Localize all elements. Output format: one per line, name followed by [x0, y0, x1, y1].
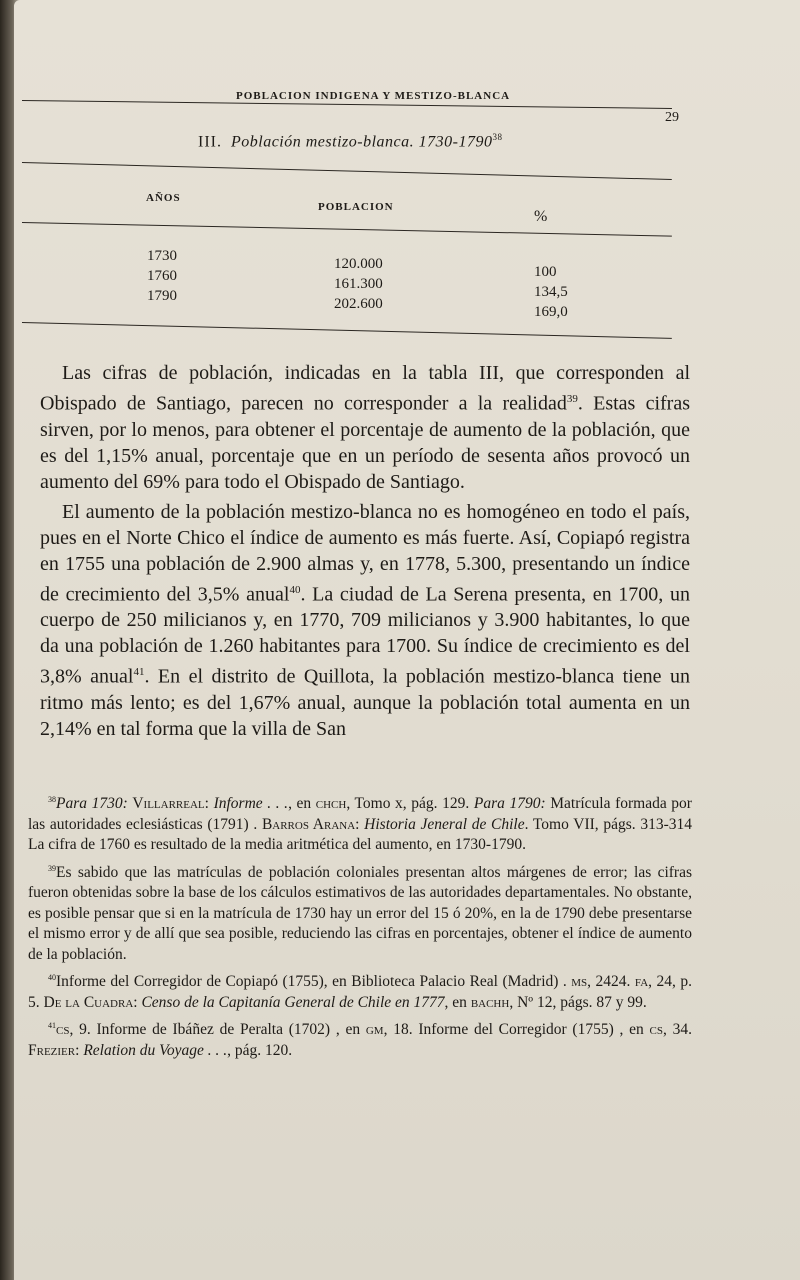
header-years: AÑOS	[146, 192, 181, 204]
paragraph-text: . En el distrito de Quillota, la población mestizo-blanca tiene un ritmo más lento; es del 1,67% anual, aunque la población total aumenta en un 2,14% en tal forma que la villa de San	[40, 665, 690, 740]
footnote-text: , 2424.	[587, 973, 635, 991]
footnote-text: , Tomo x, pág. 129.	[346, 795, 474, 813]
footnote-text: , 24, p. 5.	[28, 973, 693, 1011]
footnote-39	[28, 859, 692, 966]
paragraph	[40, 499, 690, 742]
note-ref: 39	[566, 393, 578, 405]
note-ref: 41	[133, 666, 145, 679]
footnote-text: Historia Jeneral de Chile	[364, 815, 525, 833]
footnote-text: Para 1730:	[56, 795, 133, 813]
footnote-text: Matrícula formada por las autoridades eclesiásticas (1791) .	[28, 795, 692, 833]
table-title-note: 38	[492, 132, 503, 142]
footnote-text: Censo de la Capitanía General de Chile en 1777	[141, 993, 445, 1011]
header-percent: %	[534, 208, 549, 225]
footnote-text: Relation du Voyage . . .	[83, 1042, 228, 1060]
table-cell-population: 161.300	[334, 276, 383, 292]
footnote-text: Villarreal	[132, 795, 205, 813]
note-ref: 40	[289, 583, 301, 596]
footnote-text: , en	[444, 993, 471, 1011]
header-population: POBLACION	[318, 201, 394, 213]
footnote-text: gm	[365, 1021, 384, 1039]
footnote-mark: 38	[48, 795, 56, 804]
footnote-mark: 40	[48, 973, 56, 983]
paragraph	[40, 360, 690, 495]
footnote-text: cs	[649, 1021, 663, 1039]
paragraph-text: . La ciudad de La Serena presenta, en 1700, un cuerpo de 250 milicianos y, en 1770, 709 milicianos y 3.900 habitantes, lo que da una población de 1.260 habitantes para 1700. Su índice de crecimiento es del 3,8% anual	[40, 583, 690, 688]
paragraph-text: Las cifras de población, indicadas en la tabla III, que corresponden al Obispado de Santiago, parecen no corresponder a la realidad	[40, 362, 690, 415]
paragraph-text: El aumento de la población mestizo-blanca no es homogéneo en todo el país, pues en el Norte Chico el índice de aumento es más fuerte. Así, Copiapó registra en 1755 una población de 2.900 almas y, en 1778, 5.300, presentando un índice de crecimiento del 3,5% anual	[40, 500, 690, 606]
table-cell-population: 120.000	[334, 256, 383, 272]
footnote-text: Informe . . .	[213, 795, 289, 813]
table-title	[198, 132, 502, 151]
table-cell-year: 1730	[147, 248, 177, 264]
footnote-text: Frezier	[28, 1042, 76, 1060]
footnote-text: ms	[571, 973, 588, 991]
table-bottom-rule	[22, 322, 672, 339]
population-column	[334, 254, 383, 314]
year-column	[147, 246, 177, 306]
footnote-40	[28, 968, 692, 1013]
footnote-text: , 9. Informe de Ibáñez de Peralta (1702) , en	[69, 1021, 366, 1039]
table-cell-percent: 169,0	[534, 304, 568, 320]
footnote-text: Barros Arana	[261, 815, 356, 833]
footnote-41	[28, 1016, 692, 1061]
footnote-text: fa	[634, 973, 649, 991]
footnote-text: :	[133, 993, 142, 1011]
footnote-38	[28, 790, 692, 856]
footnote-text: , pág. 120.	[227, 1042, 293, 1060]
table-top-rule	[22, 162, 672, 180]
footnote-text: . Tomo VII, págs. 313-314 La cifra de 1760 es resultado de la media aritmética del aumento, en 1730-1790.	[28, 815, 692, 854]
running-head: POBLACION INDIGENA Y MESTIZO-BLANCA	[236, 90, 511, 102]
footnote-text: Informe del Corregidor de Copiapó (1755), en Biblioteca Palacio Real (Madrid) .	[56, 973, 572, 991]
footnotes	[28, 790, 692, 1065]
table-number: III.	[198, 133, 222, 151]
footnote-mark: 41	[48, 1021, 56, 1031]
footnote-text: , Nº 12, págs. 87 y 99.	[509, 993, 647, 1011]
table-cell-percent: 134,5	[534, 284, 568, 300]
footnote-text: bachh	[470, 993, 510, 1011]
footnote-text: , en	[288, 795, 316, 813]
footnote-text: Para 1790:	[473, 795, 546, 813]
footnote-text: chch	[315, 795, 347, 813]
footnote-text: cs	[56, 1021, 70, 1039]
table-header-rule	[22, 222, 672, 237]
percent-column	[534, 262, 568, 322]
footnote-text: Es sabido que las matrículas de población coloniales presentan altos márgenes de error; las cifras fueron obtenidas sobre la base de los cálculos estimativos de las autoridades departamentales. No obstante, es posible pensar que si en la matrícula de 1730 hay un error del 15 ó 20%, en la de 1790 debe presentarse el mismo error y de allí que sea posible, reduciendo las cifras en porcentajes, obtener el índice de aumento de la población.	[28, 863, 692, 963]
footnote-text: :	[204, 795, 214, 813]
body-text	[40, 360, 690, 742]
paragraph-text: . Estas cifras sirven, por lo menos, para obtener el porcentaje de aumento de la población, que es del 1,15% anual, porcentaje que en un período de sesenta años provocó un aumento del 69% para todo el Obispado de Santiago.	[40, 392, 690, 493]
footnote-text: De la Cuadra	[43, 993, 134, 1011]
table-cell-year: 1790	[147, 288, 177, 304]
footnote-text: :	[355, 815, 365, 833]
footnote-text: , 34.	[663, 1021, 693, 1039]
footnote-text: , 18. Informe del Corregidor (1755) , en	[383, 1021, 650, 1039]
book-page	[14, 0, 800, 1280]
footnote-text: :	[75, 1042, 84, 1060]
footnote-mark: 39	[48, 863, 56, 873]
table-cell-population: 202.600	[334, 296, 383, 312]
table-title-text: Población mestizo-blanca. 1730-1790	[230, 133, 493, 151]
page-number: 29	[665, 110, 679, 125]
table-cell-year: 1760	[147, 268, 177, 284]
table-cell-percent: 100	[534, 264, 557, 280]
